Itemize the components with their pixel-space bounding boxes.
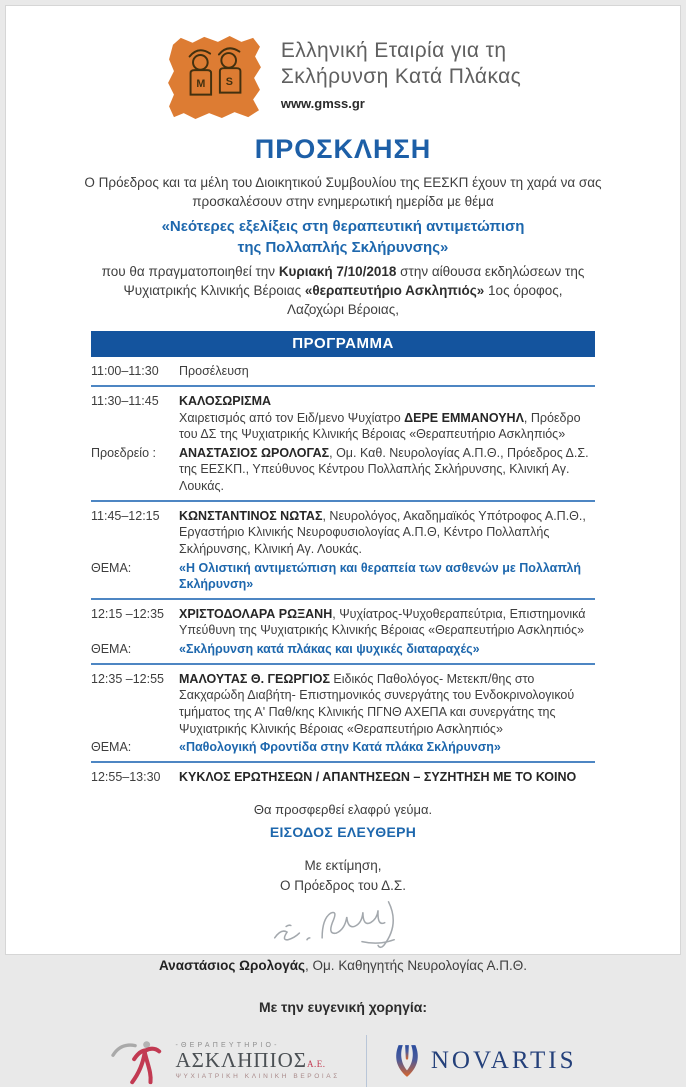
logo-letter-m: M <box>196 77 206 90</box>
venue-line2: Λαζοχώρι Βέροιας, <box>287 302 399 318</box>
signer-name: Αναστάσιος Ωρολογάς <box>158 957 306 973</box>
chair-post: , Ομ. Καθ. Νευρολογίας Α.Π.Θ., Πρόεδρος Δ.Σ. της ΕΕΣΚΠ., Υπεύθυνος Κέντρου Πολλαπλής Σκλήρυνσης, Κλινική Αγ. Λουκάς. <box>179 445 589 494</box>
sponsor-logos <box>6 1035 680 1087</box>
meal-note: Θα προσφερθεί ελαφρύ γεύμα. <box>253 802 433 818</box>
program-list <box>91 357 595 790</box>
novartis-logo <box>393 1044 577 1078</box>
org-text <box>281 34 521 111</box>
asklipios-name <box>175 1049 339 1071</box>
novartis-name: NOVARTIS <box>430 1046 577 1074</box>
theme-line <box>91 560 595 593</box>
speaker-post: , Ψυχίατρος-Ψυχοθεραπεύτρια, Επιστημονικά Υπεύθυνη της Ψυχιατρικής Κλινικής Βέροιας «Θεραπευτήριο Ασκληπιός» <box>179 606 586 638</box>
asklipios-name-text: ΑΣΚΛΗΠΙΟΣ <box>175 1047 307 1072</box>
theme-line <box>91 641 595 658</box>
program-header-bar: ΠΡΟΓΡΑΜΜΑ <box>91 331 595 357</box>
program-row-welcome-group <box>91 387 595 502</box>
website-link[interactable]: www.gmss.gr <box>280 96 365 112</box>
regards-line: Με εκτίμηση, <box>304 858 382 874</box>
theme-label: ΘΕΜΑ: <box>91 740 132 755</box>
logo-letter-s: S <box>225 75 233 88</box>
page-title: ΠΡΟΣΚΛΗΣΗ <box>254 134 432 164</box>
signature-scribble-icon <box>248 898 438 953</box>
theme-line2: της Πολλαπλής Σκλήρυνσης» <box>237 238 449 256</box>
ms-logo-svg <box>165 34 265 120</box>
org-name-line1: Ελληνική Εταιρία για τη <box>280 39 507 62</box>
novartis-flame-icon <box>393 1044 421 1078</box>
asklipios-logo <box>109 1036 339 1086</box>
program-row-qa <box>91 763 595 791</box>
intro-paragraph <box>73 173 613 211</box>
free-entrance-note: ΕΙΣΟΔΟΣ ΕΛΕΥΘΕΡΗ <box>269 824 417 841</box>
session-text: ΚΥΚΛΟΣ ΕΡΩΤΗΣΕΩΝ / ΑΠΑΝΤΗΣΕΩΝ – ΣΥΖΗΤΗΣΗ ΜΕ ΤΟ ΚΟΙΝΟ <box>179 769 577 784</box>
intro-line2: προσκαλέσουν στην ενημερωτική ημερίδα με θέμα <box>192 194 494 210</box>
president-line: Ο Πρόεδρος του Δ.Σ. <box>279 877 407 893</box>
signer-post: , Ομ. Καθηγητής Νευρολογίας Α.Π.Θ. <box>305 957 528 973</box>
sponsor-divider <box>366 1035 367 1087</box>
venue-place: «θεραπευτήριο Ασκληπιός» <box>304 282 485 298</box>
gmss-ms-logo-icon <box>165 34 265 120</box>
time-slot: 11:45–12:15 <box>91 508 160 523</box>
theme-line <box>91 739 595 756</box>
time-slot: 12:55–13:30 <box>91 769 161 784</box>
signer-line <box>6 958 680 973</box>
theme-text: «Σκλήρυνση κατά πλάκας και ψυχικές διαταραχές» <box>179 642 480 657</box>
program-row-arrival <box>91 357 595 387</box>
speaker-post: , Νευρολόγος, Ακαδημαϊκός Υπότροφος Α.Π.Θ., Εργαστήριο Κλινικής Νευροφυσιολογίας Α.Π.Θ, Κέντρο Πολλαπλής Σκλήρυνσης, Κλινική Αγ. Λουκάς. <box>179 508 586 556</box>
program-row-maloutas <box>91 665 595 763</box>
session-text: Προσέλευση <box>179 364 249 379</box>
asklipios-bottom-label: ΨΥΧΙΑΤΡΙΚΗ ΚΛΙΝΙΚΗ ΒΕΡΟΙΑΣ <box>175 1072 340 1080</box>
org-name-line2: Σκλήρυνση Κατά Πλάκας <box>280 64 522 88</box>
chair-name: ΑΝΑΣΤΑΣΙΟΣ ΩΡΟΛΟΓΑΣ <box>179 445 330 460</box>
program-row-notas <box>91 502 595 600</box>
sponsor-heading: Με την ευγενική χορηγία: <box>258 998 428 1015</box>
venue-pre: που θα πραγματοποιηθεί την <box>101 263 279 279</box>
asklipios-text <box>175 1042 339 1080</box>
program-row-roxani <box>91 600 595 665</box>
program-row-welcome <box>91 387 595 443</box>
speaker-post: , Πρόεδρο του ΔΣ της Ψυχιατρικής Κλινικής Βέροιας «Θεραπευτήριο Ασκληπιός» <box>179 410 581 442</box>
theme-text: «Η Ολιστική αντιμετώπιση και θεραπεία των ασθενών με Πολλαπλή Σκλήρυνση» <box>179 560 582 592</box>
signature <box>6 898 680 958</box>
session-title: ΚΑΛΟΣΩΡΙΣΜΑ <box>179 393 272 408</box>
program-row-chair <box>91 443 595 500</box>
time-slot: 12:15 –12:35 <box>91 606 164 621</box>
header <box>6 34 680 120</box>
theme-label: ΘΕΜΑ: <box>91 642 132 657</box>
theme-text: «Παθολογική Φροντίδα στην Κατά πλάκα Σκλήρυνση» <box>179 740 501 755</box>
asklipios-top-label: -ΘΕΡΑΠΕΥΤΗΡΙΟ- <box>175 1041 280 1049</box>
venue-date: Κυριακή 7/10/2018 <box>278 263 397 279</box>
asklipios-figure-icon <box>109 1036 167 1086</box>
venue-paragraph <box>73 262 613 319</box>
venue-post: 1ος όροφος, <box>484 282 563 298</box>
time-slot: 11:00–11:30 <box>91 364 159 379</box>
chair-label: Προεδρείο : <box>91 445 156 460</box>
time-slot: 12:35 –12:55 <box>91 671 164 686</box>
speaker-name: ΜΑΛΟΥΤΑΣ Θ. ΓΕΩΡΓΙΟΣ <box>179 671 330 686</box>
speaker-pre: Χαιρετισμός από τον Ειδ/μενο Ψυχίατρο <box>179 410 405 425</box>
theme-line1: «Νεότερες εξελίξεις στη θεραπευτική αντιμετώπιση <box>161 218 525 236</box>
regards-block <box>6 856 680 895</box>
asklipios-suffix: Α.Ε. <box>306 1058 326 1069</box>
speaker-name: ΚΩΝΣΤΑΝΤΙΝΟΣ ΝΩΤΑΣ <box>179 508 323 523</box>
speaker-name: ΔΕΡΕ ΕΜΜΑΝΟΥΗΛ <box>404 410 524 425</box>
speaker-post: Ειδικός Παθολόγος- Μετεκπ/θης στο Σακχαρώδη Διαβήτη- Επιστημονικός συνεργάτης του Ενδοκρινολογικού τμήματος της Α' Παθ/κης Κλινικής ΠΓΝΘ ΑΧΕΠΑ και συνεργάτης της Ψυχιατρικής Κλινικής Βέροιας «Θεραπευτήριο Ασκληπιός» <box>179 671 575 736</box>
event-theme <box>73 217 613 258</box>
time-slot: 11:30–11:45 <box>91 393 159 408</box>
intro-line1: Ο Πρόεδρος και τα μέλη του Διοικητικού Συμβουλίου της ΕΕΣΚΠ έχουν τη χαρά να σας <box>84 175 602 190</box>
theme-label: ΘΕΜΑ: <box>91 560 132 575</box>
venue-mid: στην αίθουσα εκδηλώσεων της Ψυχιατρικής Κλινικής Βέροιας <box>123 263 585 298</box>
speaker-name: ΧΡΙΣΤΟΔΟΛΑΡΑ ΡΩΞΑΝΗ <box>179 606 333 621</box>
